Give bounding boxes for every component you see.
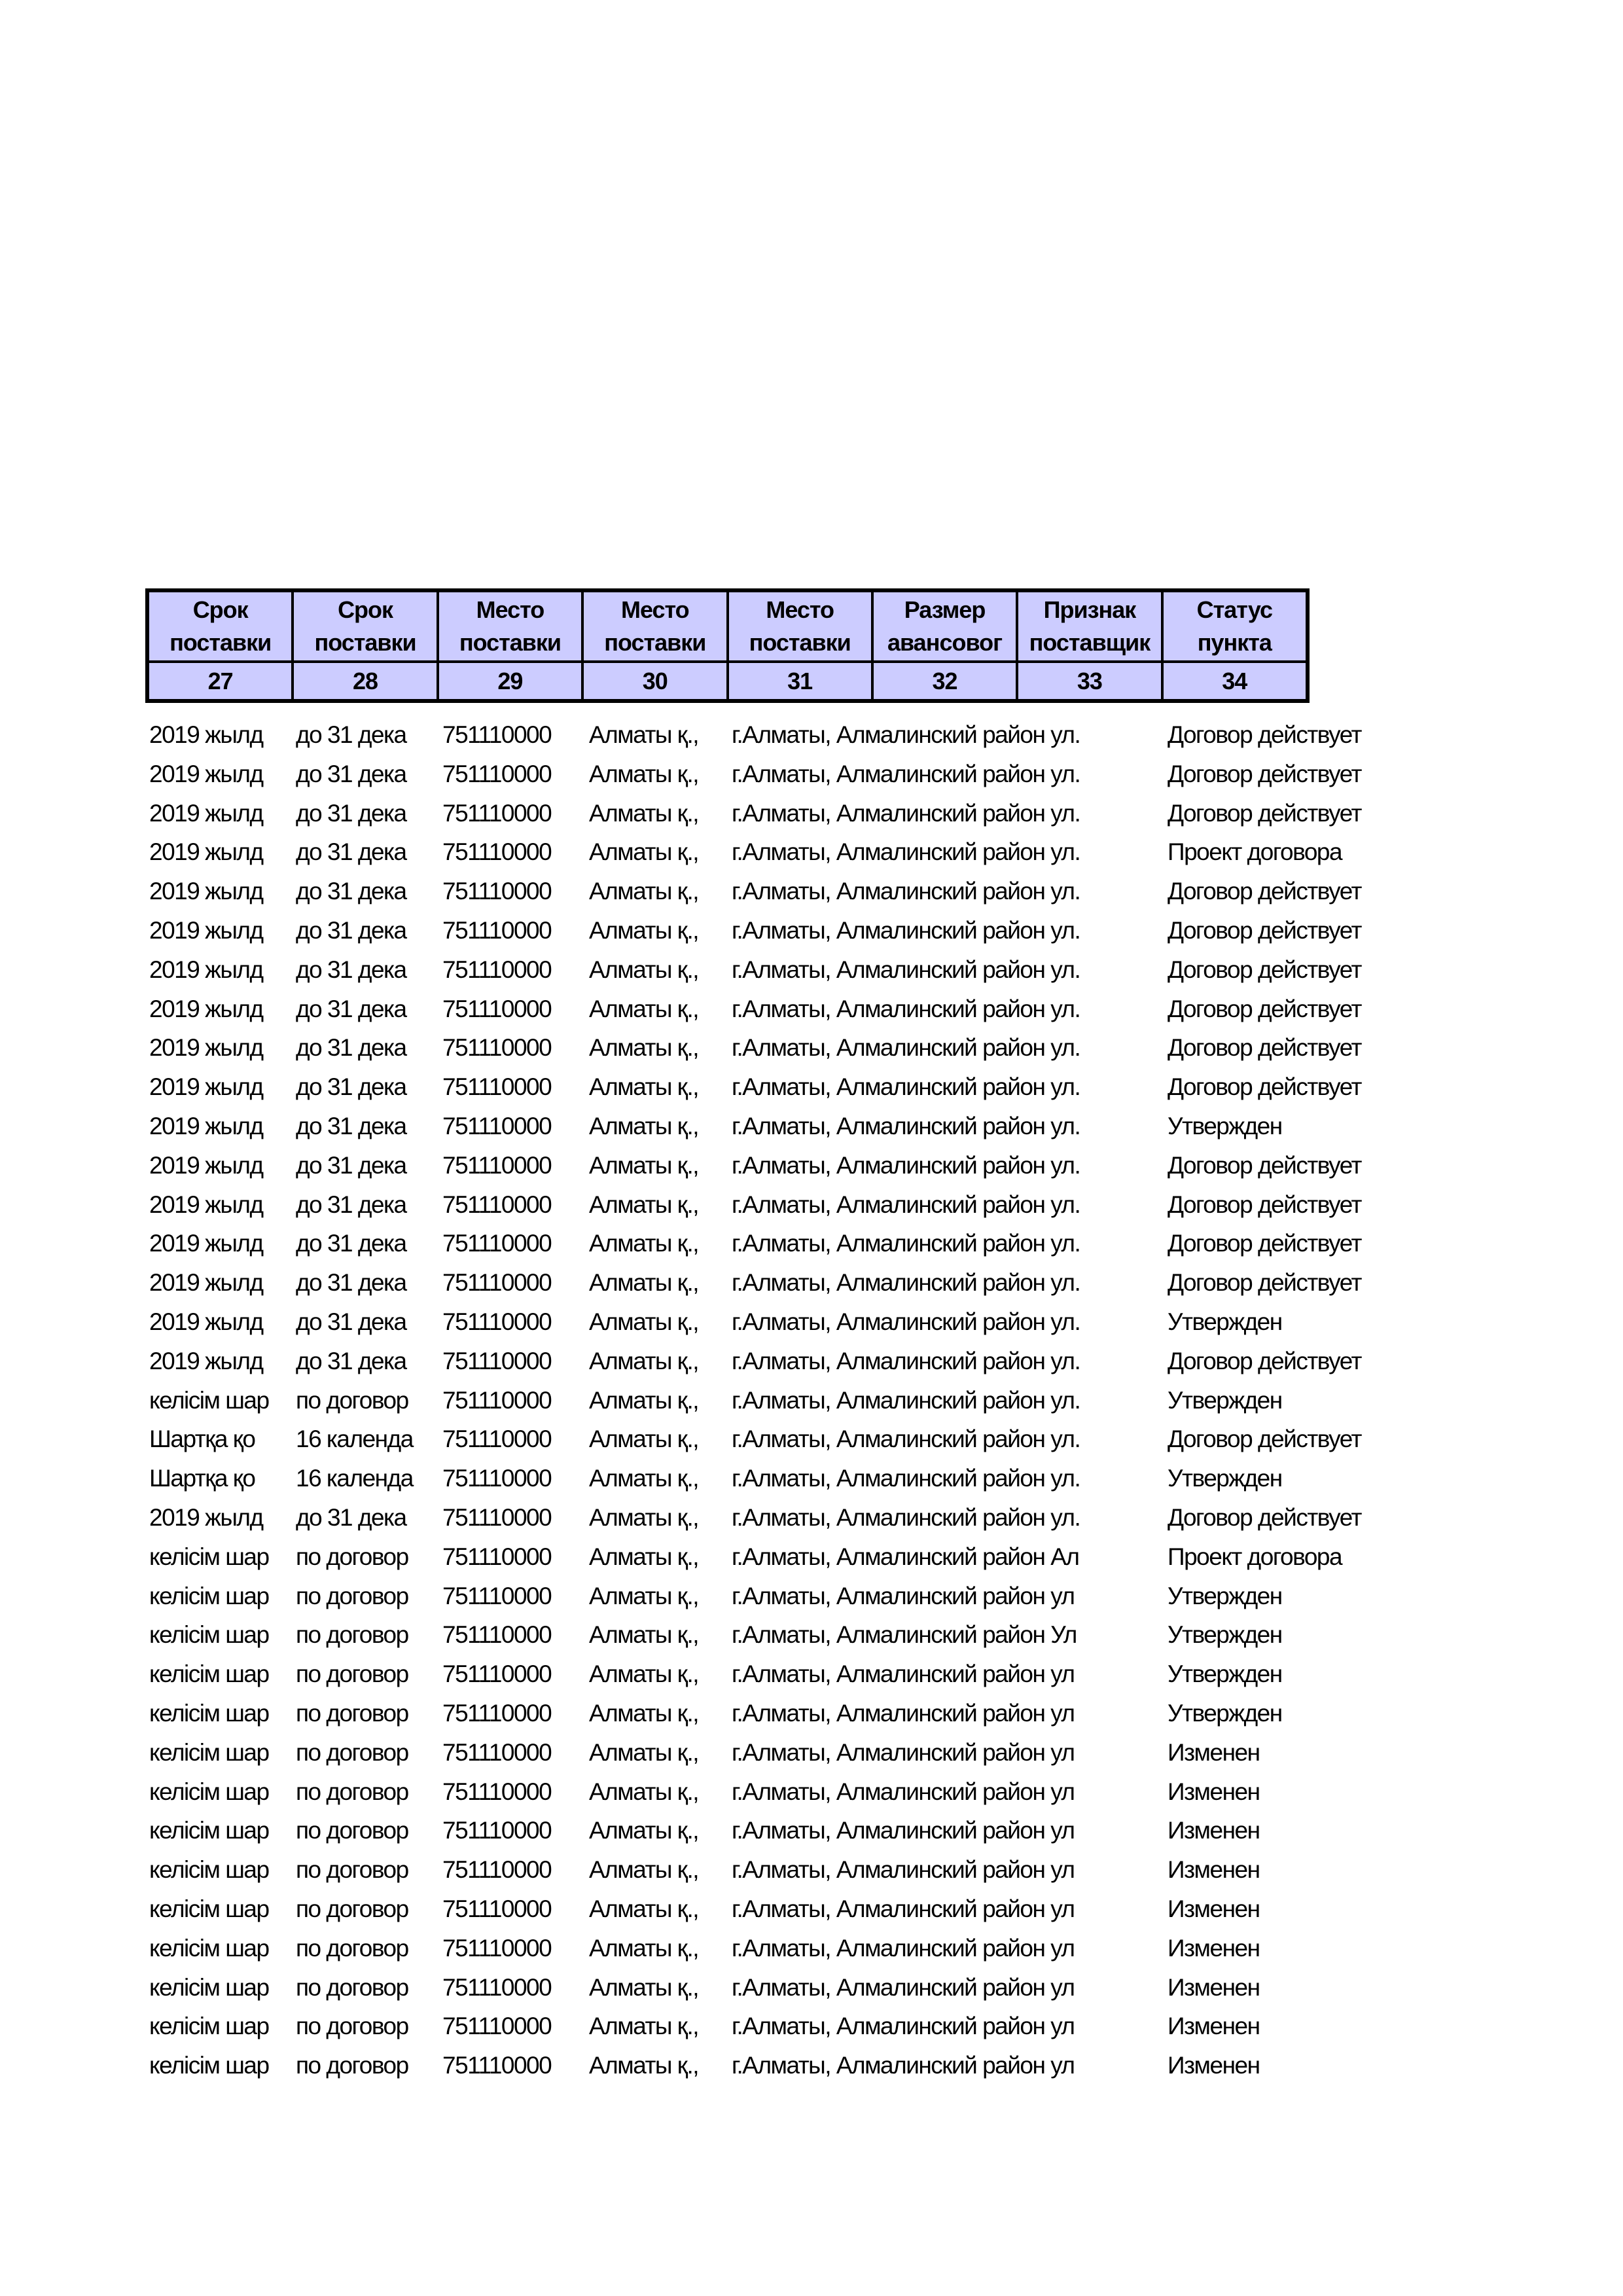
cell-status: Договор действует bbox=[1168, 995, 1361, 1022]
cell-delivery-place-code: 751110000 bbox=[442, 1660, 552, 1688]
cell-delivery-term-1: 2019 жылд bbox=[149, 1269, 263, 1297]
cell-delivery-term-2: до 31 дека bbox=[296, 721, 406, 748]
cell-delivery-term-2: по договор bbox=[296, 1660, 408, 1688]
cell-delivery-term-2: до 31 дека bbox=[296, 1347, 406, 1374]
cell-status: Утвержден bbox=[1168, 1621, 1282, 1649]
cell-delivery-place-addr: г.Алматы, Алмалинский район ул bbox=[732, 1934, 1075, 1962]
column-header-label: Место поставки bbox=[439, 592, 584, 663]
table-row bbox=[0, 794, 1623, 833]
cell-delivery-place-city: Алматы қ., bbox=[589, 1269, 699, 1297]
cell-delivery-term-1: келісім шар bbox=[149, 1699, 269, 1727]
column-number: 34 bbox=[1222, 667, 1247, 694]
table-row bbox=[0, 2007, 1623, 2046]
cell-status: Договор действует bbox=[1168, 1503, 1361, 1531]
table-row bbox=[0, 1694, 1623, 1733]
cell-delivery-term-1: келісім шар bbox=[149, 2013, 269, 2040]
table-body bbox=[0, 715, 1623, 2085]
cell-delivery-place-city: Алматы қ., bbox=[589, 1503, 699, 1531]
cell-delivery-place-city: Алматы қ., bbox=[589, 916, 699, 944]
table-row bbox=[0, 1381, 1623, 1420]
cell-delivery-place-city: Алматы қ., bbox=[589, 799, 699, 827]
column-header-label: Срок поставки bbox=[149, 592, 294, 663]
column-number: 27 bbox=[149, 663, 294, 699]
table-row bbox=[0, 1615, 1623, 1655]
cell-delivery-place-addr: г.Алматы, Алмалинский район ул bbox=[732, 1738, 1075, 1766]
cell-delivery-term-1: келісім шар bbox=[149, 1973, 269, 2001]
cell-delivery-place-code: 751110000 bbox=[442, 1151, 552, 1179]
cell-delivery-term-2: по договор bbox=[296, 1738, 408, 1766]
cell-delivery-term-2: до 31 дека bbox=[296, 916, 406, 944]
cell-delivery-term-2: до 31 дека bbox=[296, 1503, 406, 1531]
cell-status: Утвержден bbox=[1168, 1386, 1282, 1414]
cell-delivery-term-1: 2019 жылд bbox=[149, 1191, 263, 1218]
cell-status: Договор действует bbox=[1168, 1191, 1361, 1218]
table-row bbox=[0, 715, 1623, 755]
cell-delivery-place-addr: г.Алматы, Алмалинский район Ул bbox=[732, 1621, 1077, 1649]
cell-delivery-term-1: 2019 жылд bbox=[149, 1308, 263, 1335]
cell-delivery-place-city: Алматы қ., bbox=[589, 1660, 699, 1688]
cell-status: Изменен bbox=[1168, 1778, 1260, 1805]
cell-delivery-place-addr: г.Алматы, Алмалинский район ул. bbox=[732, 916, 1080, 944]
cell-delivery-place-city: Алматы қ., bbox=[589, 1386, 699, 1414]
cell-status: Утвержден bbox=[1168, 1582, 1282, 1609]
cell-delivery-place-city: Алматы қ., bbox=[589, 1308, 699, 1335]
cell-delivery-place-code: 751110000 bbox=[442, 1191, 552, 1218]
table-row bbox=[0, 2046, 1623, 2085]
cell-delivery-place-city: Алматы қ., bbox=[589, 2013, 699, 2040]
cell-delivery-place-addr: г.Алматы, Алмалинский район ул. bbox=[732, 721, 1080, 748]
cell-delivery-place-addr: г.Алматы, Алмалинский район ул. bbox=[732, 1465, 1080, 1492]
cell-delivery-term-1: 2019 жылд bbox=[149, 916, 263, 944]
cell-delivery-place-code: 751110000 bbox=[442, 1934, 552, 1962]
cell-status: Изменен bbox=[1168, 1738, 1260, 1766]
cell-status: Изменен bbox=[1168, 1934, 1260, 1962]
cell-delivery-term-1: келісім шар bbox=[149, 1543, 269, 1570]
table-row bbox=[0, 1067, 1623, 1107]
table-row bbox=[0, 1185, 1623, 1225]
cell-delivery-place-city: Алматы қ., bbox=[589, 1934, 699, 1962]
cell-delivery-term-2: до 31 дека bbox=[296, 1269, 406, 1297]
cell-delivery-place-addr: г.Алматы, Алмалинский район ул. bbox=[732, 1426, 1080, 1453]
cell-delivery-place-code: 751110000 bbox=[442, 1973, 552, 2001]
cell-delivery-place-code: 751110000 bbox=[442, 1034, 552, 1062]
column-number: 33 bbox=[1018, 663, 1163, 699]
cell-delivery-place-addr: г.Алматы, Алмалинский район ул. bbox=[732, 956, 1080, 983]
cell-status: Утвержден bbox=[1168, 1465, 1282, 1492]
cell-delivery-term-2: по договор bbox=[296, 1934, 408, 1962]
cell-delivery-term-1: Шартқа қо bbox=[149, 1465, 255, 1492]
cell-delivery-place-city: Алматы қ., bbox=[589, 1778, 699, 1805]
cell-delivery-term-2: по договор bbox=[296, 1386, 408, 1414]
cell-delivery-place-addr: г.Алматы, Алмалинский район ул bbox=[732, 1699, 1075, 1727]
cell-delivery-place-code: 751110000 bbox=[442, 1503, 552, 1531]
cell-delivery-place-city: Алматы қ., bbox=[589, 760, 699, 787]
cell-delivery-place-addr: г.Алматы, Алмалинский район ул. bbox=[732, 760, 1080, 787]
cell-delivery-place-addr: г.Алматы, Алмалинский район ул bbox=[732, 1778, 1075, 1805]
cell-delivery-place-code: 751110000 bbox=[442, 838, 552, 866]
cell-delivery-term-1: 2019 жылд bbox=[149, 995, 263, 1022]
column-header-label: Признак поставщик bbox=[1018, 592, 1163, 663]
column-header-label: Статус пункта bbox=[1164, 592, 1306, 663]
cell-delivery-term-1: 2019 жылд bbox=[149, 1151, 263, 1179]
cell-status: Утвержден bbox=[1168, 1660, 1282, 1688]
cell-delivery-place-addr: г.Алматы, Алмалинский район ул bbox=[732, 1973, 1075, 2001]
table-row bbox=[0, 1028, 1623, 1067]
cell-status: Договор действует bbox=[1168, 878, 1361, 905]
cell-delivery-place-code: 751110000 bbox=[442, 1543, 552, 1570]
cell-delivery-place-city: Алматы қ., bbox=[589, 1543, 699, 1570]
cell-delivery-term-1: 2019 жылд bbox=[149, 838, 263, 866]
cell-delivery-place-city: Алматы қ., bbox=[589, 1817, 699, 1844]
table-row bbox=[0, 872, 1623, 911]
cell-delivery-term-2: до 31 дека bbox=[296, 1034, 406, 1062]
cell-status: Проект договора bbox=[1168, 1543, 1342, 1570]
cell-delivery-place-code: 751110000 bbox=[442, 878, 552, 905]
column-number: 31 bbox=[729, 663, 874, 699]
column-header-label: Место поставки bbox=[729, 592, 874, 663]
cell-status: Договор действует bbox=[1168, 916, 1361, 944]
cell-status: Договор действует bbox=[1168, 760, 1361, 787]
cell-delivery-place-code: 751110000 bbox=[442, 1426, 552, 1453]
cell-status: Договор действует bbox=[1168, 1426, 1361, 1453]
cell-delivery-term-1: 2019 жылд bbox=[149, 878, 263, 905]
cell-delivery-place-code: 751110000 bbox=[442, 956, 552, 983]
cell-delivery-term-2: 16 календа bbox=[296, 1426, 413, 1453]
cell-delivery-term-1: келісім шар bbox=[149, 1660, 269, 1688]
cell-delivery-place-code: 751110000 bbox=[442, 1621, 552, 1649]
cell-delivery-place-code: 751110000 bbox=[442, 1856, 552, 1884]
cell-delivery-term-2: по договор bbox=[296, 1621, 408, 1649]
cell-delivery-place-city: Алматы қ., bbox=[589, 1895, 699, 1922]
cell-delivery-place-addr: г.Алматы, Алмалинский район ул. bbox=[732, 1073, 1080, 1101]
cell-delivery-term-1: 2019 жылд bbox=[149, 1230, 263, 1257]
table-row bbox=[0, 1577, 1623, 1616]
column-header-label: Размер авансовог bbox=[874, 592, 1018, 663]
table-row bbox=[0, 1420, 1623, 1459]
cell-delivery-place-addr: г.Алматы, Алмалинский район Ал bbox=[732, 1543, 1079, 1570]
header-number-row bbox=[149, 663, 1306, 699]
cell-delivery-place-city: Алматы қ., bbox=[589, 1191, 699, 1218]
cell-delivery-place-addr: г.Алматы, Алмалинский район ул. bbox=[732, 1386, 1080, 1414]
cell-status: Утвержден bbox=[1168, 1112, 1282, 1139]
cell-delivery-term-2: по договор bbox=[296, 1817, 408, 1844]
cell-delivery-term-2: до 31 дека bbox=[296, 1308, 406, 1335]
cell-status: Договор действует bbox=[1168, 956, 1361, 983]
table-row bbox=[0, 1459, 1623, 1498]
cell-delivery-place-code: 751110000 bbox=[442, 1817, 552, 1844]
cell-delivery-place-city: Алматы қ., bbox=[589, 1112, 699, 1139]
cell-status: Утвержден bbox=[1168, 1699, 1282, 1727]
cell-delivery-place-addr: г.Алматы, Алмалинский район ул bbox=[732, 2013, 1075, 2040]
cell-delivery-term-2: до 31 дека bbox=[296, 1191, 406, 1218]
cell-status: Договор действует bbox=[1168, 1230, 1361, 1257]
cell-status: Изменен bbox=[1168, 1895, 1260, 1922]
column-number: 30 bbox=[584, 663, 728, 699]
cell-delivery-place-addr: г.Алматы, Алмалинский район ул. bbox=[732, 878, 1080, 905]
cell-delivery-term-2: до 31 дека bbox=[296, 1073, 406, 1101]
cell-status: Изменен bbox=[1168, 1973, 1260, 2001]
cell-delivery-term-1: Шартқа қо bbox=[149, 1426, 255, 1453]
cell-delivery-place-city: Алматы қ., bbox=[589, 878, 699, 905]
cell-status: Договор действует bbox=[1168, 1151, 1361, 1179]
table-row bbox=[0, 1655, 1623, 1694]
cell-delivery-term-2: по договор bbox=[296, 2052, 408, 2079]
cell-delivery-place-addr: г.Алматы, Алмалинский район ул. bbox=[732, 1503, 1080, 1531]
table-row bbox=[0, 1929, 1623, 1968]
cell-delivery-term-1: келісім шар bbox=[149, 1934, 269, 1962]
cell-delivery-term-1: келісім шар bbox=[149, 1582, 269, 1609]
cell-status: Проект договора bbox=[1168, 838, 1342, 866]
table-row bbox=[0, 1890, 1623, 1929]
cell-delivery-place-addr: г.Алматы, Алмалинский район ул. bbox=[732, 838, 1080, 866]
table-row bbox=[0, 833, 1623, 872]
table-header bbox=[145, 588, 1310, 703]
cell-delivery-term-2: по договор bbox=[296, 1543, 408, 1570]
cell-status: Договор действует bbox=[1168, 799, 1361, 827]
cell-delivery-place-city: Алматы қ., bbox=[589, 956, 699, 983]
cell-delivery-place-code: 751110000 bbox=[442, 1073, 552, 1101]
cell-delivery-place-addr: г.Алматы, Алмалинский район ул bbox=[732, 1856, 1075, 1884]
cell-delivery-term-1: келісім шар bbox=[149, 1817, 269, 1844]
cell-delivery-place-city: Алматы қ., bbox=[589, 1073, 699, 1101]
table-row bbox=[0, 755, 1623, 794]
cell-delivery-place-city: Алматы қ., bbox=[589, 1582, 699, 1609]
cell-delivery-place-city: Алматы қ., bbox=[589, 1426, 699, 1453]
column-number: 29 bbox=[439, 663, 584, 699]
cell-delivery-place-code: 751110000 bbox=[442, 721, 552, 748]
cell-delivery-place-city: Алматы қ., bbox=[589, 1347, 699, 1374]
cell-delivery-term-2: до 31 дека bbox=[296, 799, 406, 827]
cell-delivery-term-2: до 31 дека bbox=[296, 956, 406, 983]
cell-delivery-term-2: до 31 дека bbox=[296, 1151, 406, 1179]
cell-delivery-place-city: Алматы қ., bbox=[589, 1621, 699, 1649]
cell-delivery-place-city: Алматы қ., bbox=[589, 995, 699, 1022]
cell-delivery-place-code: 751110000 bbox=[442, 916, 552, 944]
cell-delivery-place-code: 751110000 bbox=[442, 1230, 552, 1257]
cell-delivery-place-addr: г.Алматы, Алмалинский район ул. bbox=[732, 1034, 1080, 1062]
cell-delivery-term-1: 2019 жылд bbox=[149, 1503, 263, 1531]
cell-status: Утвержден bbox=[1168, 1308, 1282, 1335]
cell-delivery-place-code: 751110000 bbox=[442, 1582, 552, 1609]
cell-delivery-place-city: Алматы қ., bbox=[589, 1856, 699, 1884]
cell-delivery-term-2: до 31 дека bbox=[296, 838, 406, 866]
column-header-label: Срок поставки bbox=[294, 592, 438, 663]
cell-delivery-place-city: Алматы қ., bbox=[589, 1738, 699, 1766]
cell-delivery-place-addr: г.Алматы, Алмалинский район ул. bbox=[732, 1230, 1080, 1257]
cell-delivery-place-city: Алматы қ., bbox=[589, 1465, 699, 1492]
cell-delivery-term-1: 2019 жылд bbox=[149, 1347, 263, 1374]
cell-delivery-term-2: по договор bbox=[296, 1895, 408, 1922]
cell-status: Договор действует bbox=[1168, 1347, 1361, 1374]
cell-delivery-term-1: 2019 жылд bbox=[149, 799, 263, 827]
cell-delivery-place-code: 751110000 bbox=[442, 1112, 552, 1139]
cell-delivery-term-2: до 31 дека bbox=[296, 760, 406, 787]
cell-delivery-term-1: 2019 жылд bbox=[149, 760, 263, 787]
cell-delivery-term-1: 2019 жылд bbox=[149, 1034, 263, 1062]
cell-delivery-place-code: 751110000 bbox=[442, 1465, 552, 1492]
cell-delivery-place-code: 751110000 bbox=[442, 1269, 552, 1297]
cell-status: Договор действует bbox=[1168, 721, 1361, 748]
cell-delivery-term-2: до 31 дека bbox=[296, 1112, 406, 1139]
table-row bbox=[0, 1498, 1623, 1537]
cell-delivery-term-2: по договор bbox=[296, 1856, 408, 1884]
cell-delivery-term-1: келісім шар bbox=[149, 1895, 269, 1922]
cell-status: Договор действует bbox=[1168, 1269, 1361, 1297]
cell-delivery-place-code: 751110000 bbox=[442, 1778, 552, 1805]
cell-delivery-term-2: 16 календа bbox=[296, 1465, 413, 1492]
cell-delivery-place-city: Алматы қ., bbox=[589, 1151, 699, 1179]
cell-delivery-place-city: Алматы қ., bbox=[589, 721, 699, 748]
table-row bbox=[0, 1537, 1623, 1577]
cell-delivery-place-city: Алматы қ., bbox=[589, 1034, 699, 1062]
table-row bbox=[0, 990, 1623, 1029]
cell-delivery-place-city: Алматы қ., bbox=[589, 838, 699, 866]
cell-delivery-place-code: 751110000 bbox=[442, 1347, 552, 1374]
cell-delivery-place-code: 751110000 bbox=[442, 1308, 552, 1335]
cell-status: Договор действует bbox=[1168, 1034, 1361, 1062]
cell-delivery-term-1: 2019 жылд bbox=[149, 1073, 263, 1101]
cell-delivery-place-addr: г.Алматы, Алмалинский район ул bbox=[732, 2052, 1075, 2079]
cell-status: Изменен bbox=[1168, 1817, 1260, 1844]
column-header-label: Место поставки bbox=[584, 592, 728, 663]
cell-delivery-term-1: келісім шар bbox=[149, 1386, 269, 1414]
table-row bbox=[0, 1302, 1623, 1342]
cell-delivery-place-code: 751110000 bbox=[442, 1386, 552, 1414]
cell-status: Изменен bbox=[1168, 2052, 1260, 2079]
cell-delivery-term-1: 2019 жылд bbox=[149, 1112, 263, 1139]
cell-delivery-term-2: по договор bbox=[296, 1699, 408, 1727]
table-row bbox=[0, 1733, 1623, 1772]
cell-delivery-term-2: по договор bbox=[296, 1778, 408, 1805]
cell-delivery-place-addr: г.Алматы, Алмалинский район ул bbox=[732, 1817, 1075, 1844]
cell-delivery-place-city: Алматы қ., bbox=[589, 1230, 699, 1257]
cell-delivery-place-code: 751110000 bbox=[442, 1699, 552, 1727]
cell-delivery-place-addr: г.Алматы, Алмалинский район ул bbox=[732, 1895, 1075, 1922]
cell-delivery-place-addr: г.Алматы, Алмалинский район ул. bbox=[732, 1151, 1080, 1179]
cell-delivery-term-1: келісім шар bbox=[149, 2052, 269, 2079]
cell-delivery-place-code: 751110000 bbox=[442, 1738, 552, 1766]
cell-delivery-place-code: 751110000 bbox=[442, 2052, 552, 2079]
table-row bbox=[0, 1146, 1623, 1185]
table-row bbox=[0, 950, 1623, 990]
cell-delivery-place-addr: г.Алматы, Алмалинский район ул. bbox=[732, 1347, 1080, 1374]
cell-delivery-term-2: до 31 дека bbox=[296, 995, 406, 1022]
cell-delivery-term-1: келісім шар bbox=[149, 1856, 269, 1884]
column-number: 28 bbox=[294, 663, 438, 699]
cell-delivery-place-code: 751110000 bbox=[442, 995, 552, 1022]
cell-delivery-place-addr: г.Алматы, Алмалинский район ул. bbox=[732, 995, 1080, 1022]
cell-delivery-place-city: Алматы қ., bbox=[589, 1973, 699, 2001]
cell-delivery-term-1: 2019 жылд bbox=[149, 956, 263, 983]
cell-delivery-place-code: 751110000 bbox=[442, 2013, 552, 2040]
cell-delivery-place-addr: г.Алматы, Алмалинский район ул. bbox=[732, 1191, 1080, 1218]
cell-delivery-place-addr: г.Алматы, Алмалинский район ул. bbox=[732, 1269, 1080, 1297]
table-row bbox=[0, 1811, 1623, 1850]
table-row bbox=[0, 1342, 1623, 1381]
table-row bbox=[0, 1224, 1623, 1263]
cell-delivery-term-2: по договор bbox=[296, 1973, 408, 2001]
cell-delivery-term-1: келісім шар bbox=[149, 1738, 269, 1766]
cell-delivery-term-2: до 31 дека bbox=[296, 878, 406, 905]
cell-delivery-place-city: Алматы қ., bbox=[589, 1699, 699, 1727]
cell-status: Изменен bbox=[1168, 1856, 1260, 1884]
cell-delivery-place-code: 751110000 bbox=[442, 760, 552, 787]
column-number: 32 bbox=[874, 663, 1018, 699]
cell-delivery-place-code: 751110000 bbox=[442, 1895, 552, 1922]
cell-delivery-place-addr: г.Алматы, Алмалинский район ул. bbox=[732, 799, 1080, 827]
cell-delivery-term-1: келісім шар bbox=[149, 1778, 269, 1805]
table-row bbox=[0, 1263, 1623, 1302]
cell-delivery-place-code: 751110000 bbox=[442, 799, 552, 827]
cell-delivery-term-1: келісім шар bbox=[149, 1621, 269, 1649]
cell-delivery-place-addr: г.Алматы, Алмалинский район ул bbox=[732, 1660, 1075, 1688]
cell-delivery-place-addr: г.Алматы, Алмалинский район ул. bbox=[732, 1112, 1080, 1139]
cell-delivery-place-addr: г.Алматы, Алмалинский район ул bbox=[732, 1582, 1075, 1609]
header-label-row bbox=[149, 592, 1306, 663]
cell-status: Договор действует bbox=[1168, 1073, 1361, 1101]
cell-status: Изменен bbox=[1168, 2013, 1260, 2040]
cell-delivery-term-1: 2019 жылд bbox=[149, 721, 263, 748]
table-row bbox=[0, 1772, 1623, 1812]
cell-delivery-place-addr: г.Алматы, Алмалинский район ул. bbox=[732, 1308, 1080, 1335]
table-row bbox=[0, 1850, 1623, 1890]
cell-delivery-term-2: по договор bbox=[296, 1582, 408, 1609]
cell-delivery-term-2: до 31 дека bbox=[296, 1230, 406, 1257]
cell-delivery-term-2: по договор bbox=[296, 2013, 408, 2040]
table-row bbox=[0, 1107, 1623, 1146]
table-row bbox=[0, 911, 1623, 950]
cell-delivery-place-city: Алматы қ., bbox=[589, 2052, 699, 2079]
table-row bbox=[0, 1968, 1623, 2007]
